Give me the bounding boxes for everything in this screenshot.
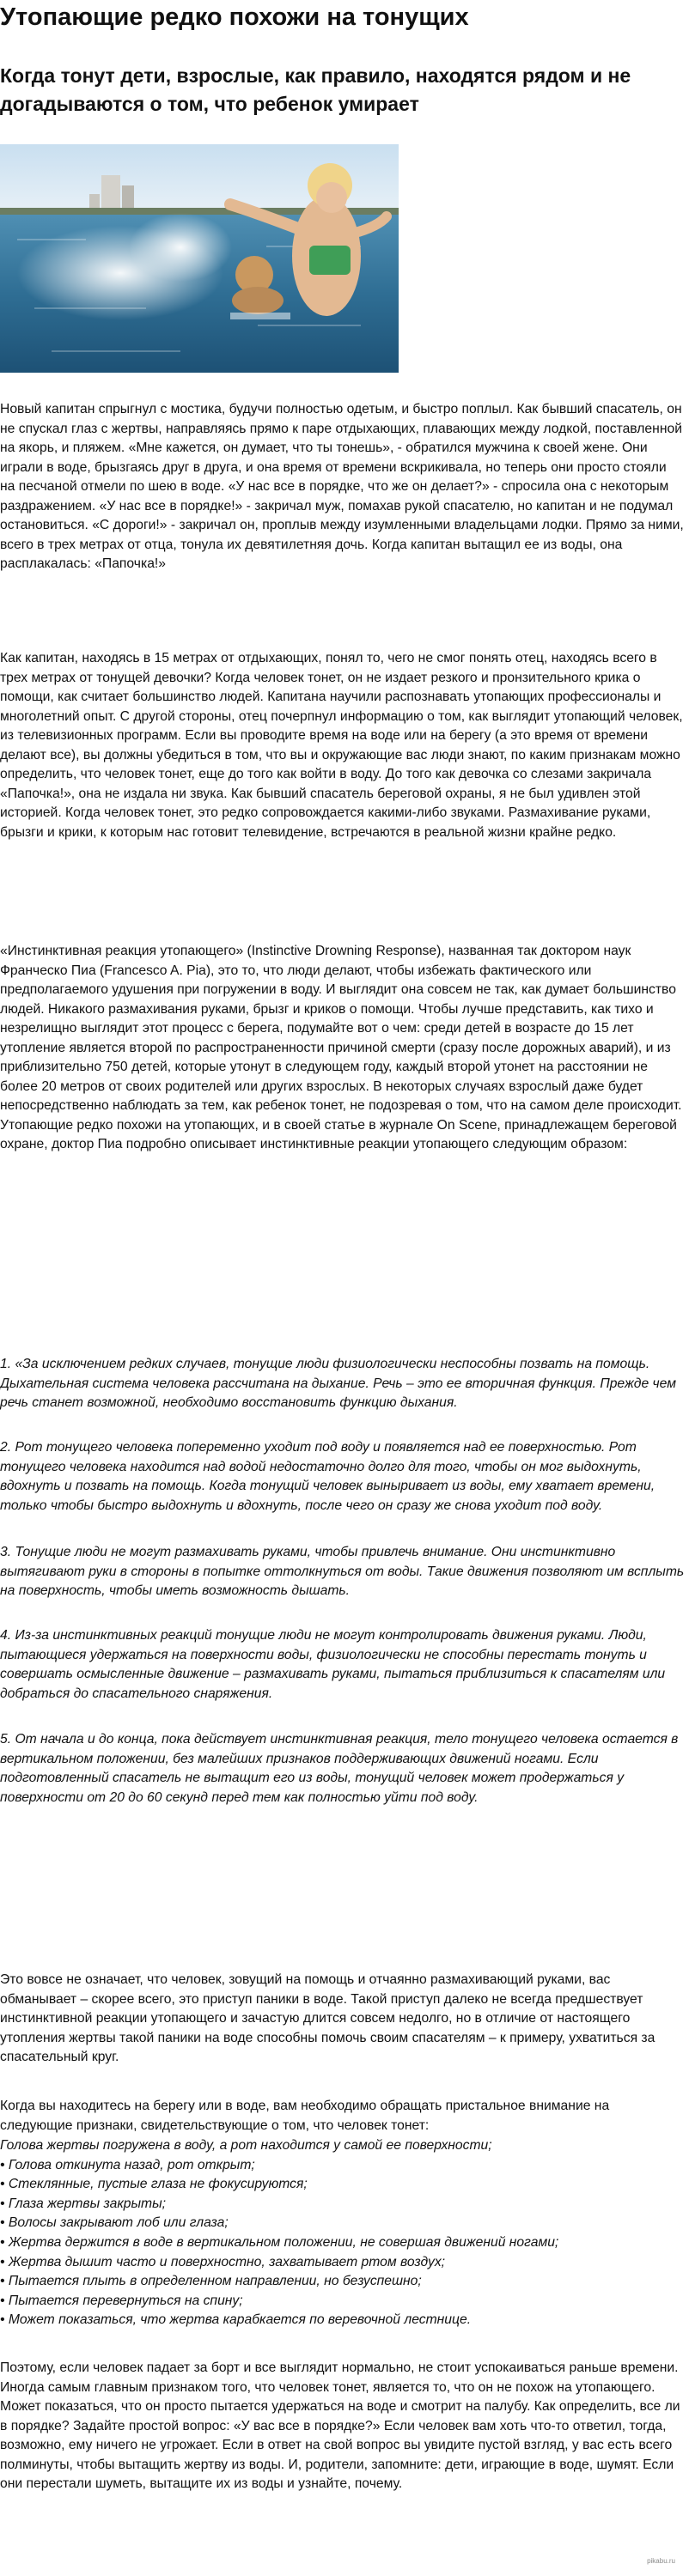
paragraph-captain-insight: Как капитан, находясь в 15 метрах от отдыхающих, понял то, чего не смог понять отец, находясь всего в трех метрах от тонущей девочки? Когда человек тонет, он не издает резкого и пронзительного крика о помощи, как считает большинство людей. Капитана научили распознавать утопающих профессионалы и многолетний опыт. С другой стороны, отец почерпнул информацию о том, как выглядит утопающий человек, из телевизионных программ. Если вы проводите время на воде или на берегу (а это время от времени делают все), вы должны убедиться в том, что вы и окружающие вас люди знают, по каким признакам можно определить, что человек тонет, еще до того как войти в воду. До того как девочка со слезами закричала «Папочка!», она не издала ни звука. Как бывший спасатель береговой охраны, я не был удивлен этой историей. Когда человек тонет, это редко сопровождается какими-либо звуками. Размахивание руками, брызги и крики, к которым нас готовит телевидение, встречаются в реальной жизни крайне редко.: [0, 651, 683, 840]
list-item: Голова жертвы погружена в воду, а рот находится у самой ее поверхности;: [0, 2138, 492, 2153]
paragraph-captain-story: Новый капитан спрыгнул с мостика, будучи полностью одетым, и быстро поплыл. Как бывший спасатель, он не спускал глаз с жертвы, направляясь прямо к паре отдыхающих, плавающих между лодкой, поставленной на якорь, и пляжем. «Мне кажется, он думает, что ты тонешь», - обратился мужчина к своей жене. Они играли в воде, брызгаясь друг в друга, и она время от времени вскрикивала, но теперь они просто стояли на песчаной отмели по шею в воде. «У нас все в порядке, что же он делает?» - спросила она с некоторым раздражением. «У нас все в порядке!» - закричал муж, помахав рукой спасателю, но капитан и не подумал остановиться. «С дороги!» - закричал он, проплыв между изумленными владельцами лодки. Прямо за ними, всего в трех метрах от отца, тонула их девятилетняя дочь. Когда капитан вытащил ее из воды, она расплакалась: «Папочка!»: [0, 402, 684, 571]
paragraph-point-3: 3. Тонущие люди не могут размахивать руками, чтобы привлечь внимание. Они инстинктивно вытягивают руки в стороны в попытке оттолкнуться от воды. Такие движения позволяют им всплыть на поверхность, чтобы иметь возможность дышать.: [0, 1545, 685, 1598]
watermark: pikabu.ru: [647, 2557, 675, 2565]
paragraph-panic: Это вовсе не означает, что человек, зовущий на помощь и отчаянно размахивающий руками, вас обманывает – скорее всего, это приступ паники в воде. Такой приступ далеко не всегда предшествует инстинктивной реакции утопающего и зачастую длится совсем недолго, но в отличие от настоящего утопления жертвы такой паники на воде способны помочь своим спасателям – к примеру, ухватиться за спасательный круг.: [0, 1972, 655, 2064]
drowning-signs-list: [0, 2136, 685, 2330]
paragraph-point-4: 4. Из-за инстинктивных реакций тонущие люди не могут контролировать движения руками. Люди, пытающиеся удержаться на поверхности воды, физиологически не способны перестать тонуть и совершать осмысленные движение – размахивать руками, пытаться приблизиться к спасателям или добраться до спасательного снаряжения.: [0, 1628, 666, 1701]
paragraph-point-2: 2. Рот тонущего человека попеременно уходит под воду и появляется над ее поверхностью. Рот тонущего человека находится над водой недостаточно долго для того, чтобы он мог выдохнуть, вдохнуть и позвать на помощь. Когда тонущий человек выныривает из воды, ему хватает времени, только чтобы быстро выдохнуть и вдохнуть, после чего он сразу же снова уходит под воду.: [0, 1440, 655, 1513]
list-item: • Может показаться, что жертва карабкается по веревочной лестнице.: [0, 2312, 472, 2328]
paragraph-signs-intro: Когда вы находитесь на берегу или в воде, вам необходимо обращать пристальное внимание на следующие признаки, свидетельствующие о том, что человек тонет:: [0, 2099, 610, 2133]
article-title: Утопающие редко похожи на тонущих: [0, 3, 469, 31]
article-photo: [0, 144, 399, 373]
list-item: • Жертва держится в воде в вертикальном положении, не совершая движений ногами;: [0, 2234, 559, 2250]
paragraph-instinctive-response: «Инстинктивная реакция утопающего» (Instinctive Drowning Response), названная так доктором наук Франческо Пиа (Francesco A. Pia), это то, что люди делают, чтобы избежать фактического или предполагаемого удушения при погружении в воду. И выглядит она совсем не так, как думает большинство людей. Никакого размахивания руками, брызг и криков о помощи. Чтобы лучше представить, как тихо и незрелищно выглядит этот процесс с берега, подумайте вот о чем: среди детей в возрасте до 15 лет утопление является второй по распространенности причиной смерти (сразу после дорожных аварий), и из приблизительно 750 детей, которые утонут в следующем году, каждый второй утонет на расстоянии не более 20 метров от своих родителей или других взрослых. В некоторых случаях взрослый даже будет непосредственно наблюдать за тем, как ребенок тонет, не подозревая о том, что на самом деле происходит. Утопающие редко похожи на утопающих, и в своей статье в журнале On Scene, принадлежащем береговой охране, доктор Пиа подробно описывает инстинктивные реакции утопающего следующим образом:: [0, 944, 682, 1151]
list-item: • Глаза жертвы закрыты;: [0, 2196, 167, 2211]
list-item: • Стеклянные, пустые глаза не фокусируются;: [0, 2177, 308, 2192]
list-item: • Жертва дышит часто и поверхностно, захватывает ртом воздух;: [0, 2254, 446, 2269]
list-item: • Голова откинута назад, рот открыт;: [0, 2157, 255, 2172]
photo-children-splashing-in-sea: [0, 144, 399, 373]
list-item: • Волосы закрывают лоб или глаза;: [0, 2215, 229, 2231]
paragraph-conclusion: Поэтому, если человек падает за борт и все выглядит нормально, не стоит успокаиваться раньше времени. Иногда самым главным признаком того, что человек тонет, является то, что он не похож на утопающего. Может показаться, что он просто пытается удержаться на воде и смотрит на палубу. Как определить, все ли в порядке? Задайте простой вопрос: «У вас все в порядке?» Если человек вам хоть что-то ответил, тогда, возможно, ему ничего не угрожает. Если в ответ на свой вопрос вы увидите пустой взгляд, у вас есть всего полминуты, чтобы вытащить жертву из воды. И, родители, запомните: дети, играющие в воде, шумят. Если они перестали шуметь, вытащите их из воды и узнайте, почему.: [0, 2360, 680, 2491]
list-item: • Пытается перевернуться на спину;: [0, 2293, 243, 2308]
article-subtitle: Когда тонут дети, взрослые, как правило, находятся рядом и не догадываются о том, что ребенок умирает: [0, 64, 631, 115]
paragraph-point-5: 5. От начала и до конца, пока действует инстинктивная реакция, тело тонущего человека остается в вертикальном положении, без малейших признаков поддерживающих движений ногами. Если подготовленный спасатель не вытащит его из воды, тонущий человек может продержаться у поверхности от 20 до 60 секунд перед тем как полностью уйти под воду.: [0, 1732, 679, 1805]
list-item: • Пытается плыть в определенном направлении, но безуспешно;: [0, 2274, 422, 2289]
paragraph-point-1: 1. «За исключением редких случаев, тонущие люди физиологически неспособны позвать на помощь. Дыхательная система человека рассчитана на дыхание. Речь – это ее вторичная функция. Прежде чем речь станет возможной, необходимо восстановить функцию дыхания.: [0, 1357, 676, 1410]
